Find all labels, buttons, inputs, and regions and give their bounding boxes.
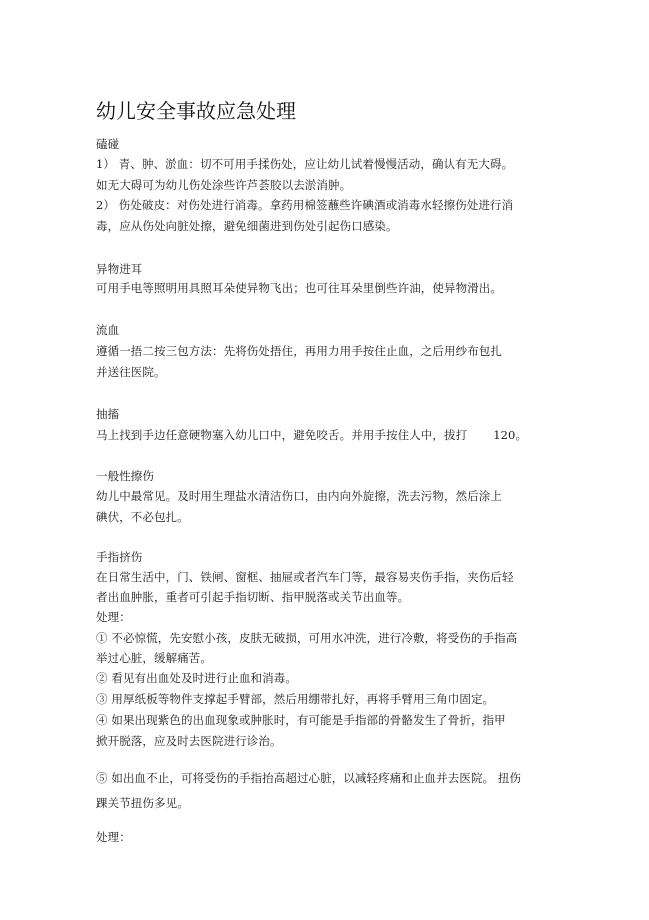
handling-label: 处理： [96,830,131,844]
list-item: 掀开脱落，应及时去医院进行诊治。 [96,734,282,748]
paragraph-line: 幼儿中最常见。及时用生理盐水清洁伤口，由内向外旋擦，洗去污物，然后涂上 [96,489,502,503]
paragraph-line: 2） 伤处破皮：对伤处进行消毒。拿药用棉签蘸些许碘酒或消毒水轻擦伤处进行消 [96,198,514,212]
handling-label: 处理： [96,610,131,624]
page-title: 幼儿安全事故应急处理 [96,99,296,123]
section-heading-finger: 手指挤伤 [96,550,143,564]
paragraph-line [96,427,527,443]
list-item: ④ 如果出现紫色的出血现象或肿胀时，有可能是手指部的骨骼发生了骨折，指甲 [96,713,506,727]
section-heading-convulsion: 抽搐 [96,407,120,421]
paragraph-line: 1） 青、肿、淤血：切不可用手揉伤处，应让幼儿试着慢慢活动，确认有无大碍。 [96,157,514,171]
paragraph-line: 碘伏，不必包扎。 [96,510,189,524]
paragraph-text: 马上找到手边任意硬物塞入幼儿口中，避免咬舌。并用手按住人中，拔打 [96,428,468,442]
paragraph-line: 并送往医院。 [96,365,166,379]
section-heading-bleeding: 流血 [96,323,120,337]
paragraph-line: 可用手电等照明用具照耳朵使异物飞出；也可往耳朵里倒些许油，使异物滑出。 [96,281,502,295]
section-heading-bump: 磕碰 [96,137,120,151]
list-item: ② 看见有出血处及时进行止血和消毒。 [96,671,297,685]
section-heading-abrasion: 一般性擦伤 [96,469,154,483]
paragraph-line: 在日常生活中，门、铁闸、窗框、抽屉或者汽车门等，最容易夹伤手指，夹伤后轻 [96,570,514,584]
paragraph-line: 毒，应从伤处向脏处擦，避免细菌进到伤处引起伤口感染。 [96,219,398,233]
section-heading-ear: 异物进耳 [96,262,143,276]
paragraph-line: 遵循一捂二按三包方法：先将伤处捂住，再用力用手按住止血，之后用纱布包扎 [96,344,502,358]
list-item: 踝关节扭伤多见。 [96,796,189,810]
paragraph-line: 如无大碍可为幼儿伤处涂些许芦荟胶以去淤消肿。 [96,178,352,192]
emergency-number: 120。 [493,428,528,442]
list-item: ③ 用厚纸板等物件支撑起手臂部，然后用绷带扎好，再将手臂用三角巾固定。 [96,692,495,706]
list-item: ⑤ 如出血不止，可将受伤的手指抬高超过心脏，以减轻疼痛和止血并去医院。 扭伤 [96,771,522,785]
paragraph-line: 者出血肿胀，重者可引起手指切断、指甲脱落或关节出血等。 [96,590,410,604]
list-item: ① 不必惊慌，先安慰小孩，皮肤无破损，可用水冲洗，进行冷敷，将受伤的手指高 [96,631,518,645]
list-item: 举过心脏，缓解痛苦。 [96,651,212,665]
